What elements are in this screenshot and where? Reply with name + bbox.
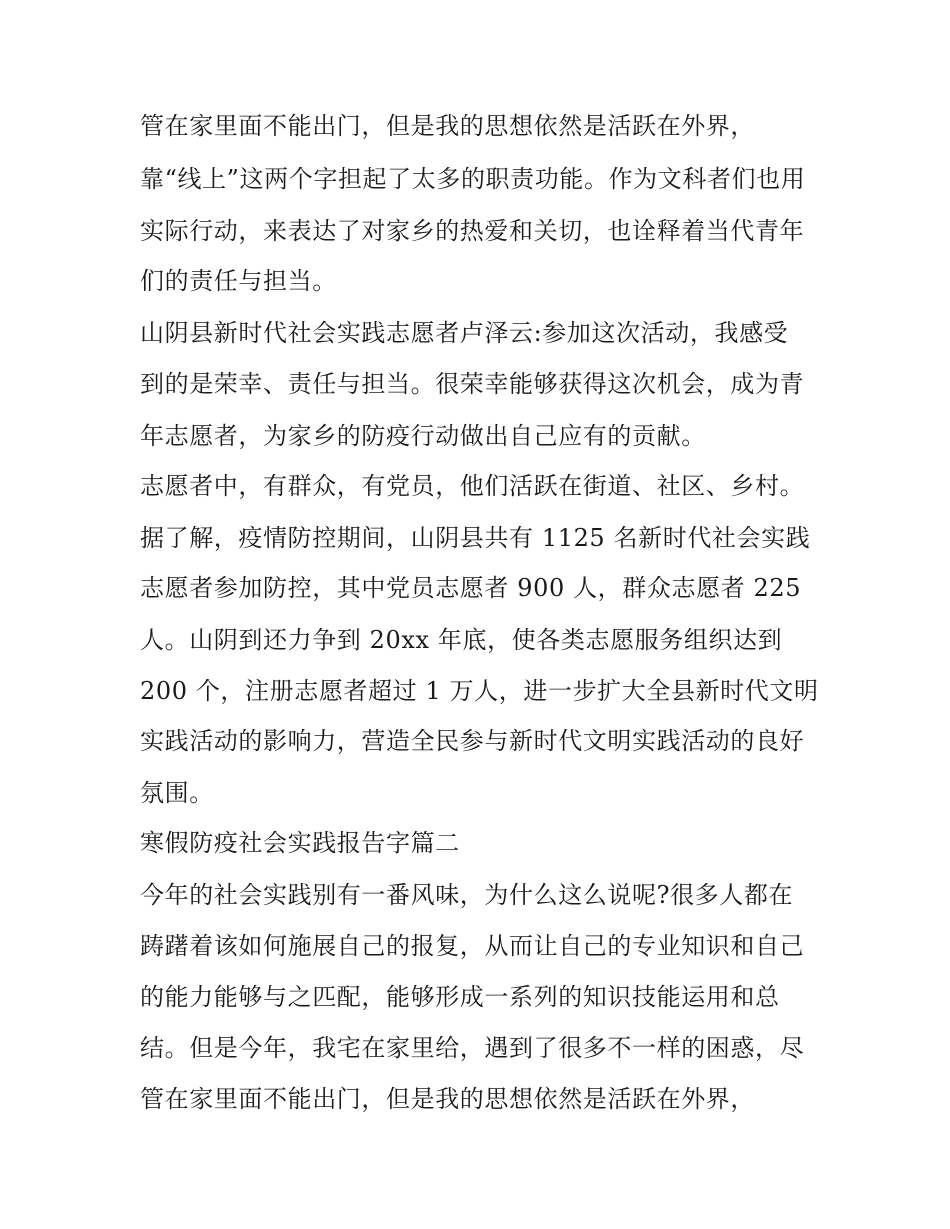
text-line: 实际行动，来表达了对家乡的热爱和关切，也诠释着当代青年 xyxy=(140,217,805,245)
text-line: 到的是荣幸、责任与担当。很荣幸能够获得这次机会，成为青 xyxy=(140,370,805,398)
text-line: 踌躇着该如何施展自己的报复，从而让自己的专业知识和自己 xyxy=(140,932,805,960)
text-line: 志愿者参加防控，其中党员志愿者 900 人，群众志愿者 225 xyxy=(140,574,802,602)
text-line: 结。但是今年，我宅在家里给，遇到了很多不一样的困惑，尽 xyxy=(140,1034,805,1062)
text-line: 管在家里面不能出门，但是我的思想依然是活跃在外界， xyxy=(140,112,755,140)
text-line: 们的责任与担当。 xyxy=(140,267,337,295)
text-line: 的能力能够与之匹配，能够形成一系列的知识技能运用和总 xyxy=(140,983,780,1011)
text-line: 志愿者中，有群众，有党员，他们活跃在街道、社区、乡村。 xyxy=(140,472,805,500)
text-line: 管在家里面不能出门，但是我的思想依然是活跃在外界， xyxy=(140,1085,755,1113)
text-line: 靠“线上”这两个字担起了太多的职责功能。作为文科者们也用 xyxy=(140,165,806,193)
text-line: 山阴县新时代社会实践志愿者卢泽云:参加这次活动，我感受 xyxy=(140,319,789,347)
text-line: 今年的社会实践别有一番风味，为什么这么说呢?很多人都在 xyxy=(140,881,794,909)
text-line: 人。山阴到还力争到 20xx 年底，使各类志愿服务组织达到 xyxy=(140,626,783,654)
section-heading: 寒假防疫社会实践报告字篇二 xyxy=(140,829,460,857)
text-line: 年志愿者，为家乡的防疫行动做出自己应有的贡献。 xyxy=(140,422,706,450)
text-line: 据了解，疫情防控期间，山阴县共有 1125 名新时代社会实践 xyxy=(140,524,811,552)
text-line: 氛围。 xyxy=(140,779,214,807)
text-line: 实践活动的影响力，营造全民参与新时代文明实践活动的良好 xyxy=(140,727,805,755)
text-line: 200 个，注册志愿者超过 1 万人，进一步扩大全县新时代文明 xyxy=(140,677,819,705)
